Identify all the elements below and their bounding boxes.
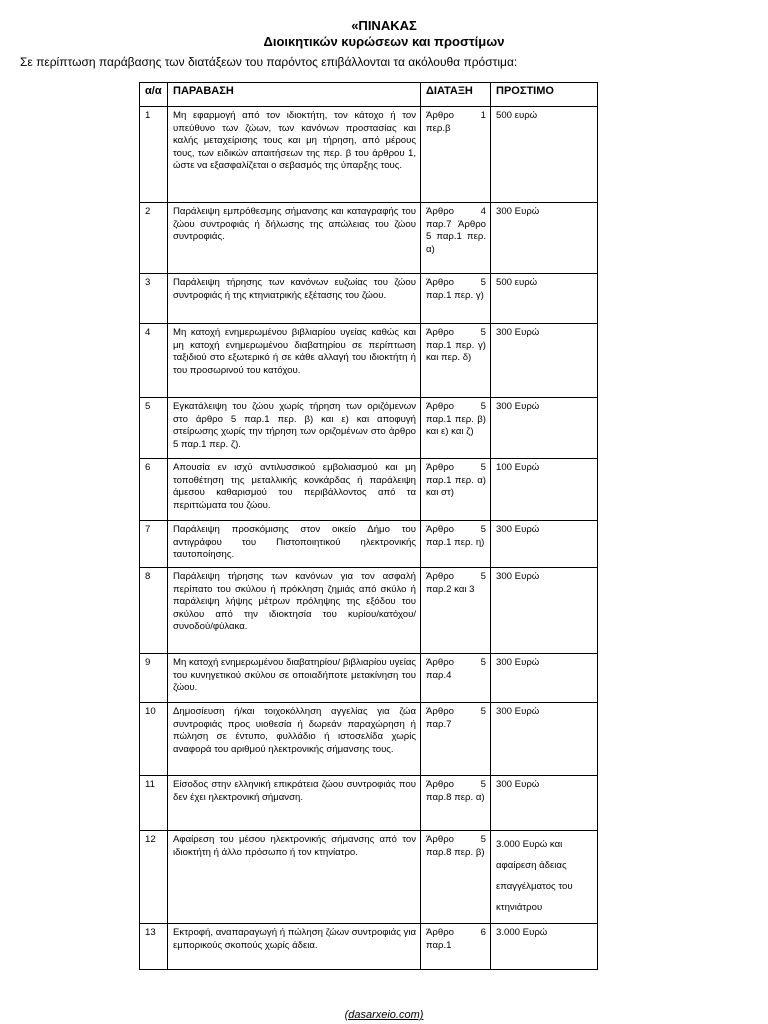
row-article: Άρθρο 1 περ.β bbox=[421, 107, 491, 203]
row-penalty: 300 Ευρώ bbox=[491, 776, 598, 831]
table-row bbox=[140, 776, 598, 831]
table-row bbox=[140, 398, 598, 459]
row-penalty: 3.000 Ευρώ και αφαίρεση άδειας επαγγέλματος του κτηνιάτρου bbox=[491, 831, 598, 924]
row-penalty: 500 ευρώ bbox=[491, 107, 598, 203]
row-number: 12 bbox=[140, 831, 168, 924]
source-link[interactable]: (dasarxeio.com) bbox=[344, 1009, 424, 1021]
row-number: 7 bbox=[140, 521, 168, 568]
row-number: 3 bbox=[140, 274, 168, 324]
row-penalty: 300 Ευρώ bbox=[491, 324, 598, 398]
row-violation: Εγκατάλειψη του ζώου χωρίς τήρηση των οριζόμενων στο άρθρο 5 παρ.1 περ. β) και ε) και αποφυγή στείρωσης χωρίς την τήρηση των οριζομένων στο άρθρο 5 παρ.1 περ. ζ). bbox=[168, 398, 421, 459]
row-violation: Αφαίρεση του μέσου ηλεκτρονικής σήμανσης από τον ιδιοκτήτη ή άλλο πρόσωπο ή τον κτηνίατρο. bbox=[168, 831, 421, 924]
table-row bbox=[140, 831, 598, 924]
header-violation: ΠΑΡΑΒΑΣΗ bbox=[168, 83, 421, 107]
row-article: Άρθρο 5 παρ.1 περ. α) και στ) bbox=[421, 459, 491, 521]
row-violation: Μη εφαρμογή από τον ιδιοκτήτη, τον κάτοχο ή τον υπεύθυνο των ζώων, των κανόνων προστασίας και καλής μεταχείρισης τους και μη τήρηση, από μέρους τους, των ειδικών απαιτήσεων της περ. β του άρθρου 1, ώστε να εξασφαλίζεται ο σεβασμός της ύπαρξης τους. bbox=[168, 107, 421, 203]
table-row bbox=[140, 654, 598, 703]
row-violation: Εκτροφή, αναπαραγωγή ή πώληση ζώων συντροφιάς για εμπορικούς σκοπούς χωρίς άδεια. bbox=[168, 924, 421, 970]
row-penalty: 300 Ευρώ bbox=[491, 703, 598, 776]
row-article: Άρθρο 5 παρ.7 bbox=[421, 703, 491, 776]
row-violation: Μη κατοχή ενημερωμένου βιβλιαρίου υγείας καθώς και μη κατοχή ενημερωμένου διαβατηρίου σε περίπτωση ταξιδιού στο εξωτερικό ή σε κάθε αλλαγή του ιδιοκτήτη ή του προσωρινού του κατόχου. bbox=[168, 324, 421, 398]
row-violation: Παράλειψη προσκόμισης στον οικείο Δήμο του αντιγράφου του Πιστοποιητικού ηλεκτρονικής ταυτοποίησης. bbox=[168, 521, 421, 568]
row-article: Άρθρο 6 παρ.1 bbox=[421, 924, 491, 970]
intro-text: Σε περίπτωση παράβασης των διατάξεων του παρόντος επιβάλλονται τα ακόλουθα πρόστιμα: bbox=[20, 55, 518, 69]
row-article: Άρθρο 5 παρ.8 περ. α) bbox=[421, 776, 491, 831]
header-article: ΔΙΑΤΑΞΗ bbox=[421, 83, 491, 107]
row-penalty: 100 Ευρώ bbox=[491, 459, 598, 521]
table-row bbox=[140, 274, 598, 324]
row-number: 9 bbox=[140, 654, 168, 703]
document-title bbox=[0, 18, 768, 50]
row-number: 1 bbox=[140, 107, 168, 203]
row-number: 6 bbox=[140, 459, 168, 521]
row-number: 4 bbox=[140, 324, 168, 398]
table-row bbox=[140, 324, 598, 398]
row-violation: Δημοσίευση ή/και τοιχοκόλληση αγγελίας για ζώα συντροφιάς προς υιοθεσία ή δωρεάν παραχώρηση ή πώληση σε έντυπο, φυλλάδιο ή ιστοσελίδα χωρίς αναφορά του αριθμού ηλεκτρονικής σήμανσης τους. bbox=[168, 703, 421, 776]
row-article: Άρθρο 5 παρ.4 bbox=[421, 654, 491, 703]
header-penalty: ΠΡΟΣΤΙΜΟ bbox=[491, 83, 598, 107]
row-number: 13 bbox=[140, 924, 168, 970]
row-penalty: 300 Ευρώ bbox=[491, 203, 598, 274]
row-article: Άρθρο 5 παρ.1 περ. γ) και περ. δ) bbox=[421, 324, 491, 398]
row-article: Άρθρο 5 παρ.1 περ. β) και ε) και ζ) bbox=[421, 398, 491, 459]
row-number: 11 bbox=[140, 776, 168, 831]
row-number: 5 bbox=[140, 398, 168, 459]
row-violation: Μη κατοχή ενημερωμένου διαβατηρίου/ βιβλιαρίου υγείας του κυνηγετικού σκύλου σε οποιαδήποτε μετακίνηση του ζώου. bbox=[168, 654, 421, 703]
row-article: Άρθρο 5 παρ.2 και 3 bbox=[421, 568, 491, 654]
table-row bbox=[140, 107, 598, 203]
table-header-row bbox=[140, 83, 598, 107]
row-violation: Παράλειψη τήρησης των κανόνων ευζωίας του ζώου συντροφιάς ή της κτηνιατρικής εξέτασης του ζώου. bbox=[168, 274, 421, 324]
row-penalty: 300 Ευρώ bbox=[491, 398, 598, 459]
row-article: Άρθρο 5 παρ.1 περ. γ) bbox=[421, 274, 491, 324]
header-number: α/α bbox=[140, 83, 168, 107]
table-row bbox=[140, 924, 598, 970]
table-row bbox=[140, 459, 598, 521]
row-penalty: 300 Ευρώ bbox=[491, 654, 598, 703]
row-number: 2 bbox=[140, 203, 168, 274]
row-penalty: 300 Ευρώ bbox=[491, 568, 598, 654]
row-number: 10 bbox=[140, 703, 168, 776]
row-penalty: 3.000 Ευρώ bbox=[491, 924, 598, 970]
row-violation: Είσοδος στην ελληνική επικράτεια ζώου συντροφιάς που δεν έχει ηλεκτρονική σήμανση. bbox=[168, 776, 421, 831]
penalties-table bbox=[139, 82, 598, 970]
row-article: Άρθρο 4 παρ.7 Άρθρο 5 παρ.1 περ. α) bbox=[421, 203, 491, 274]
row-penalty: 300 Ευρώ bbox=[491, 521, 598, 568]
row-article: Άρθρο 5 παρ.8 περ. β) bbox=[421, 831, 491, 924]
row-violation: Απουσία εν ισχύ αντιλυσσικού εμβολιασμού και μη τοποθέτηση της μεταλλικής κονκάρδας ή παράλειψη άμεσου καθαρισμού του περιβάλλοντος από τα περιττώματα του ζώου. bbox=[168, 459, 421, 521]
table-row bbox=[140, 703, 598, 776]
table-row bbox=[140, 521, 598, 568]
row-penalty: 500 ευρώ bbox=[491, 274, 598, 324]
row-violation: Παράλειψη τήρησης των κανόνων για τον ασφαλή περίπατο του σκύλου ή πρόκληση ζημιάς από σκύλο ή παράλειψη λήψης μέτρων πρόληψης της εξόδου του σκύλου από την ιδιοκτησία του κυρίου/κατόχου/ συνοδού/φύλακα. bbox=[168, 568, 421, 654]
row-article: Άρθρο 5 παρ.1 περ. η) bbox=[421, 521, 491, 568]
row-number: 8 bbox=[140, 568, 168, 654]
table-row bbox=[140, 203, 598, 274]
title-line-1: «ΠΙΝΑΚΑΣ bbox=[351, 18, 417, 33]
table-row bbox=[140, 568, 598, 654]
title-line-2: Διοικητικών κυρώσεων και προστίμων bbox=[263, 34, 505, 49]
row-violation: Παράλειψη εμπρόθεσμης σήμανσης και καταγραφής του ζώου συντροφιάς ή δήλωσης της απώλειας του ζώου συντροφιάς. bbox=[168, 203, 421, 274]
